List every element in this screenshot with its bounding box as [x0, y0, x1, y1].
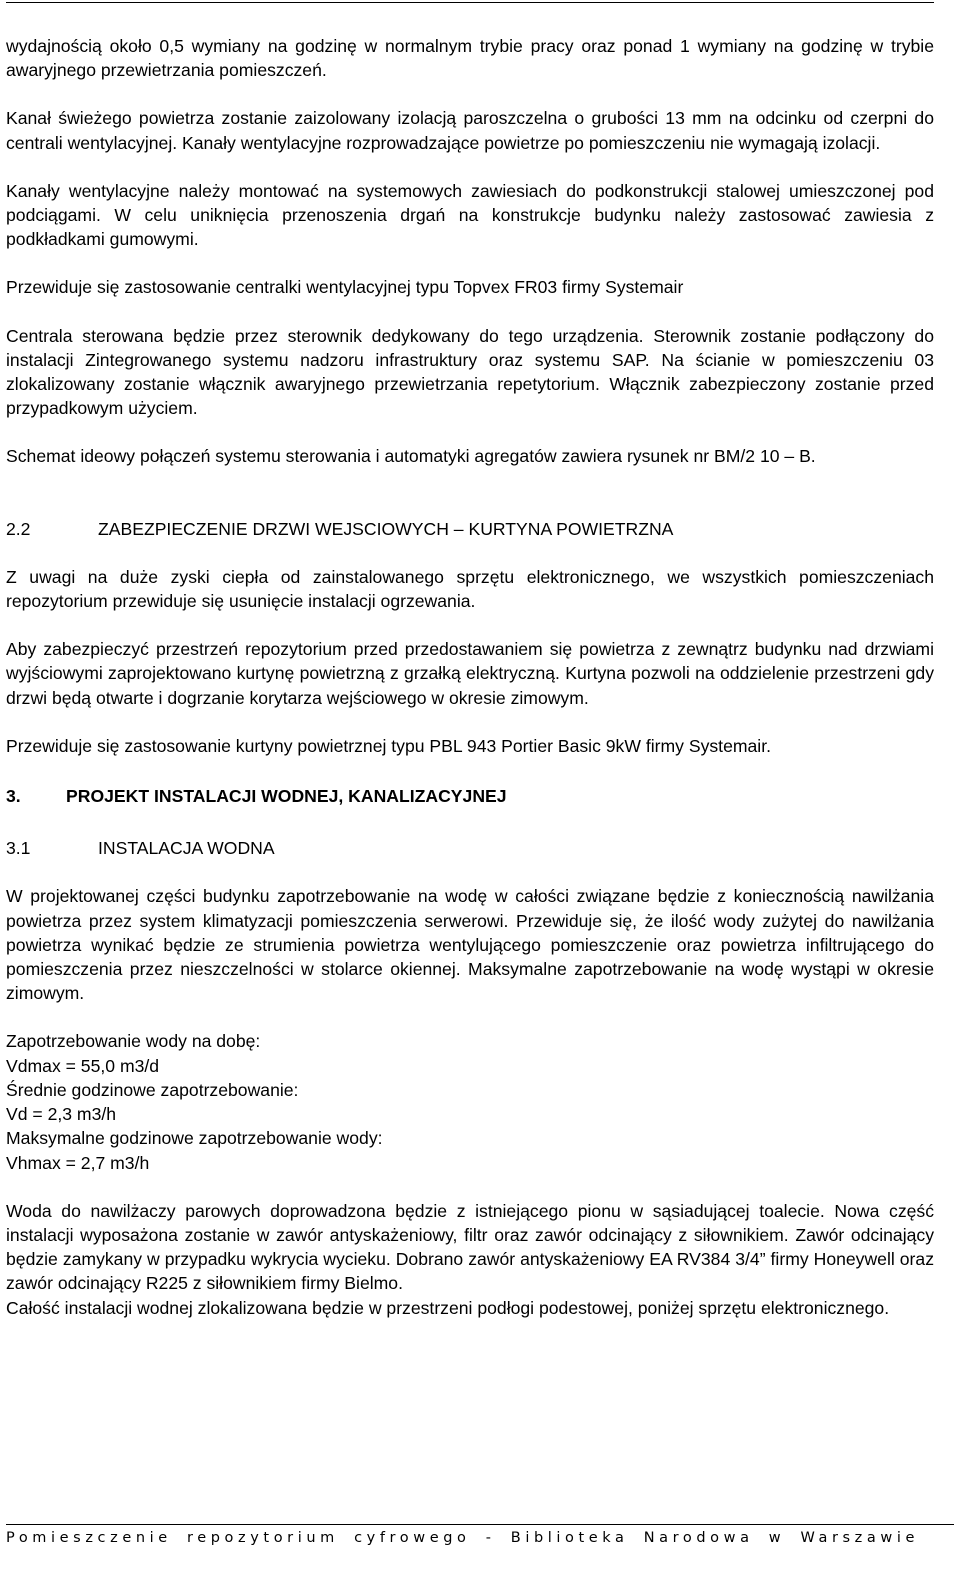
paragraph-schematic: Schemat ideowy połączeń systemu sterowania i automatyki agregatów zawiera rysunek nr BM/2 10 – B. [6, 446, 816, 467]
water-demand-list [6, 1029, 934, 1174]
section-title: INSTALACJA WODNA [98, 838, 275, 859]
daily-demand-label: Zapotrzebowanie wody na dobę: [6, 1031, 261, 1052]
paragraph-air-curtain: Aby zabezpieczyć przestrzeń repozytorium przed przedostawaniem się powietrza z zewnątrz budynku nad drzwiami wyjściowymi zaprojektowano kurtynę powietrzną z grzałką elektryczną. Kurtyna pozwoli na oddzielenie przestrzeni gdy drzwi będą otwarte i dogrzanie korytarza wejściowego w okresie zimowym. [6, 639, 934, 708]
page-footer: Pomieszczenie repozytorium cyfrowego - Biblioteka Narodowa w Warszawie [6, 1530, 919, 1546]
document-body [6, 34, 934, 1320]
paragraph-humidifier-supply: Woda do nawilżaczy parowych doprowadzona będzie z istniejącego pionu w sąsiadującej toalecie. Nowa część instalacji wyposażona zostanie w zawór antyskażeniowy, filtr oraz zawór odcinający z siłownikiem. Zawór odcinający będzie zamykany w przypadku wykrycia wycieku. Dobrano zawór antyskażeniowy EA RV384 3/4” firmy Honeywell oraz zawór odcinający R225 z siłownikiem firmy Bielmo. [6, 1200, 934, 1294]
paragraph-ventilation-rate: wydajnością około 0,5 wymiany na godzinę w normalnym trybie pracy oraz ponad 1 wymiany na godzinę w trybie awaryjnego przewietrzania pomieszczeń. [6, 36, 934, 81]
paragraph-controller: Centrala sterowana będzie przez sterownik dedykowany do tego urządzenia. Sterownik zostanie podłączony do instalacji Zintegrowanego systemu nadzoru infrastruktury oraz systemu SAP. Na ścianie w pomieszczeniu 03 zlokalizowany zostanie włącznik awaryjnego przewietrzania repetytorium. Włącznik zabezpieczony zostanie przed przypadkowym użyciem. [6, 325, 934, 419]
section-heading-3 [6, 784, 934, 808]
average-demand-value: Vd = 2,3 m3/h [6, 1104, 117, 1125]
paragraph-curtain-selection: Przewiduje się zastosowanie kurtyny powietrznej typu PBL 943 Portier Basic 9kW firmy Systemair. [6, 735, 771, 756]
paragraph-duct-mounting: Kanały wentylacyjne należy montować na systemowych zawiesiach do podkonstrukcji stalowej umieszczonej pod podciągami. W celu uniknięcia przenoszenia drgań na konstrukcje budynku należy zastosować zawiesia z podkładkami gumowymi. [6, 180, 934, 250]
header-rule [6, 2, 934, 3]
section-heading-2-2 [6, 517, 934, 541]
section-title: ZABEZPIECZENIE DRZWI WEJSCIOWYCH – KURTYNA POWIETRZNA [98, 518, 674, 539]
footer-rule [6, 1524, 954, 1525]
section-number: 3.1 [6, 838, 31, 859]
paragraph-unit-selection: Przewiduje się zastosowanie centralki wentylacyjnej typu Topvex FR03 firmy Systemair [6, 277, 684, 298]
paragraph-water-demand: W projektowanej części budynku zapotrzebowanie na wodę w całości związane będzie z koniecznością nawilżania powietrza przez system klimatyzacji pomieszczenia serwerowi. Przewiduje się, że ilość wody zużytej do nawilżania powietrza wynikać będzie ze strumienia powietrza wentylującego pomieszczenie oraz powietrza infiltrującego do pomieszczenia przez nieszczelności w stolarce okiennej. Maksymalne zapotrzebowanie na wodę wystąpi w okresie zimowym. [6, 886, 934, 1004]
max-demand-label: Maksymalne godzinowe zapotrzebowanie wody: [6, 1128, 383, 1149]
section-heading-3-1 [6, 836, 934, 860]
paragraph-heating-removal: Z uwagi na duże zyski ciepła od zainstalowanego sprzętu elektronicznego, we wszystkich pomieszczeniach repozytorium przewiduje się usunięcie instalacji ogrzewania. [6, 566, 934, 612]
section-title: PROJEKT INSTALACJI WODNEJ, KANALIZACYJNEJ [66, 786, 507, 807]
paragraph-fresh-air-duct: Kanał świeżego powietrza zostanie zaizolowany izolacją paroszczelna o grubości 13 mm na odcinku od czerpni do centrali wentylacyjnej. Kanały wentylacyjne rozprowadzające powietrze po pomieszczeniu nie wymagają izolacji. [6, 108, 934, 153]
section-number: 2.2 [6, 518, 31, 539]
max-demand-value: Vhmax = 2,7 m3/h [6, 1152, 150, 1173]
average-demand-label: Średnie godzinowe zapotrzebowanie: [6, 1079, 299, 1100]
daily-demand-value: Vdmax = 55,0 m3/d [6, 1055, 160, 1076]
section-number: 3. [6, 786, 21, 807]
paragraph-installation-location: Całość instalacji wodnej zlokalizowana będzie w przestrzeni podłogi podestowej, poniżej sprzętu elektronicznego. [6, 1297, 890, 1318]
